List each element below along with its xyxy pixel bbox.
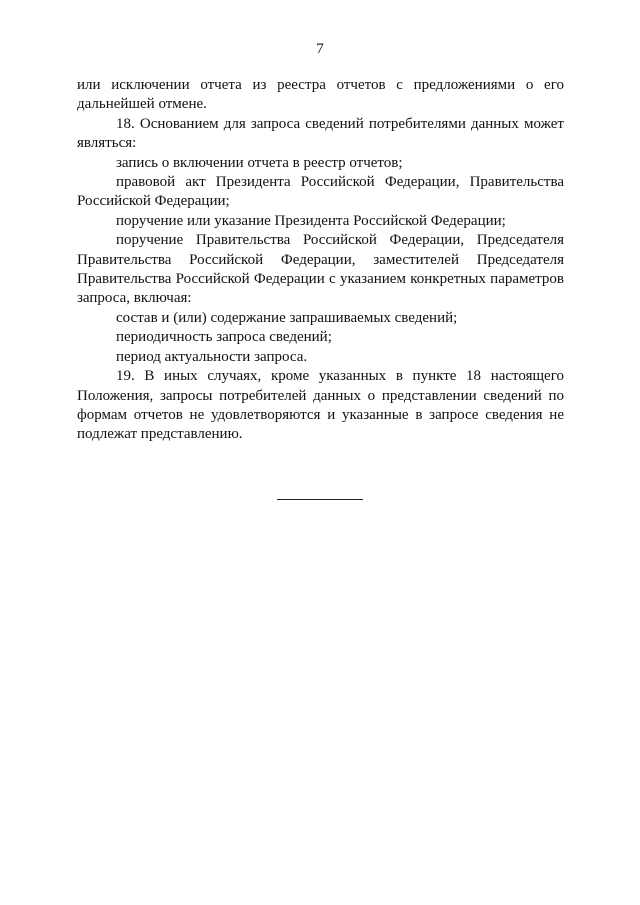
list-item-relevance-period: период актуальности запроса.	[116, 348, 308, 365]
paragraph-continuation: или исключении отчета из реестра отчетов с предложениями о его дальнейшей отмене.	[77, 77, 564, 113]
list-item-content-of-data: состав и (или) содержание запрашиваемых сведений;	[116, 309, 458, 326]
paragraph-19: 19. В иных случаях, кроме указанных в пункте 18 настоящего Положения, запросы потребителей данных о представлении сведений по формам отчетов не удовлетворяются и указанные в запросе сведения не подлежат представлению.	[77, 368, 564, 443]
paragraph-18: 18. Основанием для запроса сведений потребителями данных может являться:	[77, 115, 564, 152]
end-separator-line	[277, 499, 363, 500]
list-item-president-instruction: поручение или указание Президента Российской Федерации;	[116, 212, 506, 229]
page-number: 7	[316, 41, 324, 57]
list-item-report-registry-entry: запись о включении отчета в реестр отчетов;	[116, 154, 403, 171]
list-item-legal-act: правовой акт Президента Российской Федерации, Правительства Российской Федерации;	[77, 174, 564, 210]
list-item-periodicity: периодичность запроса сведений;	[116, 329, 332, 346]
document-body	[77, 76, 564, 445]
list-item-government-instruction: поручение Правительства Российской Федерации, Председателя Правительства Российской Федерации, заместителей Председателя Правительства Российской Федерации с указанием конкретных параметров запроса, включая:	[77, 232, 564, 307]
